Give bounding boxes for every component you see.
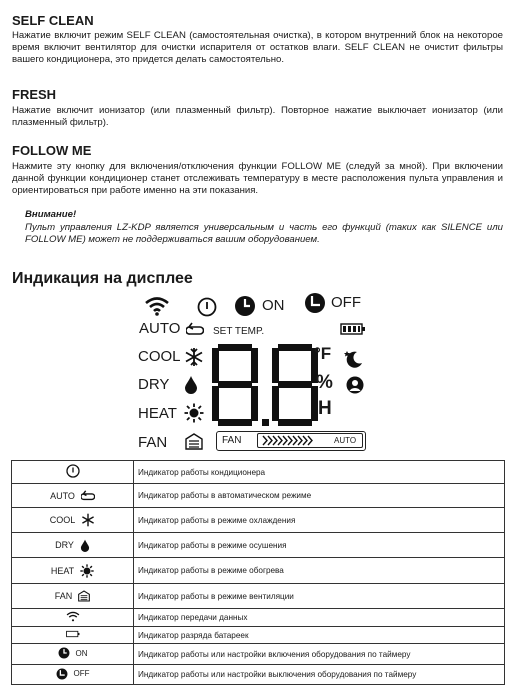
auto-cycle-icon (186, 322, 204, 336)
table-row (12, 533, 505, 558)
table-row (12, 665, 505, 685)
table-row (12, 627, 505, 644)
heading-self-clean: SELF CLEAN (12, 13, 94, 28)
text-follow-me: Нажмите эту кнопку для включения/отключения функции FOLLOW ME (следуй за мной). При включении данной функции кондиционер станет отслеживать температуру в месте расположения пульта управления и ориентироваться при работе именно на эти показания. (12, 161, 503, 197)
fan-speed-indicator (257, 433, 363, 448)
clock-on-icon (58, 647, 70, 659)
text-fresh: Нажатие включит ионизатор (или плазменный фильтр). Повторное нажатие выключает ионизатор (или плазменный фильтр). (12, 105, 503, 129)
display-heat-label: HEAT (138, 405, 177, 422)
legend-desc: Индикатор работы в режиме обогрева (134, 558, 505, 584)
display-section-title: Индикация на дисплее (12, 270, 193, 287)
legend-desc: Индикатор работы в режиме вентиляции (134, 584, 505, 609)
power-icon (66, 464, 80, 478)
legend-label: AUTO (50, 490, 75, 501)
table-row (12, 558, 505, 584)
sun-icon (80, 564, 94, 578)
unit-f: °F (314, 344, 332, 363)
display-auto-label: AUTO (139, 320, 181, 337)
clock-off-icon (56, 668, 68, 680)
display-dry-label: DRY (138, 376, 170, 393)
sun-icon (184, 403, 204, 423)
display-diagram (130, 292, 380, 454)
legend-label: COOL (49, 515, 76, 525)
set-temp-label: SET TEMP. (213, 326, 265, 337)
legend-desc: Индикатор передачи данных (134, 609, 505, 627)
unit-percent: % (316, 372, 333, 393)
battery-icon (66, 630, 80, 638)
table-row (12, 508, 505, 533)
drop-icon (80, 539, 90, 552)
legend-label: ON (75, 648, 88, 658)
warning-title: Внимание! (25, 209, 77, 220)
legend-desc: Индикатор работы в автоматическом режиме (134, 484, 505, 508)
legend-desc: Индикатор работы в режиме осушения (134, 533, 505, 558)
table-row (12, 484, 505, 508)
wifi-icon (144, 296, 170, 316)
auto-cycle-icon (81, 490, 95, 501)
legend-label: OFF (73, 669, 90, 678)
text-self-clean: Нажатие включит режим SELF CLEAN (самостоятельная очистка), в котором внутренний блок на некоторое время включит вентилятор для очистки испарителя от остатков влаги. SELF CLEAN не очистит фильтры вашего кондиционера, это придется делать самостоятельно. (12, 30, 503, 66)
snowflake-icon (184, 347, 204, 367)
fan-auto-label: AUTO (334, 436, 357, 445)
clock-on-icon (234, 295, 256, 317)
legend-desc: Индикатор работы в режиме охлаждения (134, 508, 505, 533)
fan-speed-arrows-icon (262, 435, 326, 446)
battery-icon (340, 323, 366, 335)
legend-desc: Индикатор работы кондиционера (134, 461, 505, 484)
power-icon (197, 297, 217, 317)
digits-text: 8.8 (212, 344, 214, 345)
fan-icon (185, 433, 203, 450)
table-row (12, 584, 505, 609)
table-row (12, 644, 505, 665)
warning-text: Пульт управления LZ-KDP является универсальным и часть его функций (таких как SILENCE или FOLLOW ME) может не поддерживаться вашим оборудованием. (25, 222, 503, 246)
legend-label: FAN (54, 591, 73, 601)
drop-icon (184, 375, 198, 394)
fan-speed-bar (216, 431, 366, 451)
legend-desc: Индикатор разряда батареек (134, 627, 505, 644)
legend-label: HEAT (50, 565, 75, 576)
table-row (12, 461, 505, 484)
indicator-legend-table (11, 460, 505, 685)
legend-desc: Индикатор работы или настройки включения оборудования по таймеру (134, 644, 505, 665)
display-cool-label: COOL (138, 348, 181, 365)
display-fan-label: FAN (138, 434, 168, 451)
heading-follow-me: FOLLOW ME (12, 143, 92, 158)
legend-label: DRY (55, 540, 74, 550)
unit-h: H (318, 398, 332, 419)
follow-me-icon (346, 376, 364, 394)
display-off-label: OFF (331, 294, 361, 311)
legend-desc: Индикатор работы или настройки выключения оборудования по таймеру (134, 665, 505, 685)
display-on-label: ON (262, 297, 285, 314)
heading-fresh: FRESH (12, 87, 57, 102)
temperature-digits (212, 344, 318, 426)
table-row (12, 609, 505, 627)
snowflake-icon (81, 513, 95, 527)
fan-icon (78, 590, 90, 602)
fan-bar-label: FAN (222, 435, 242, 446)
sleep-icon (344, 350, 364, 368)
clock-off-icon (304, 292, 326, 314)
wifi-icon (66, 611, 80, 622)
